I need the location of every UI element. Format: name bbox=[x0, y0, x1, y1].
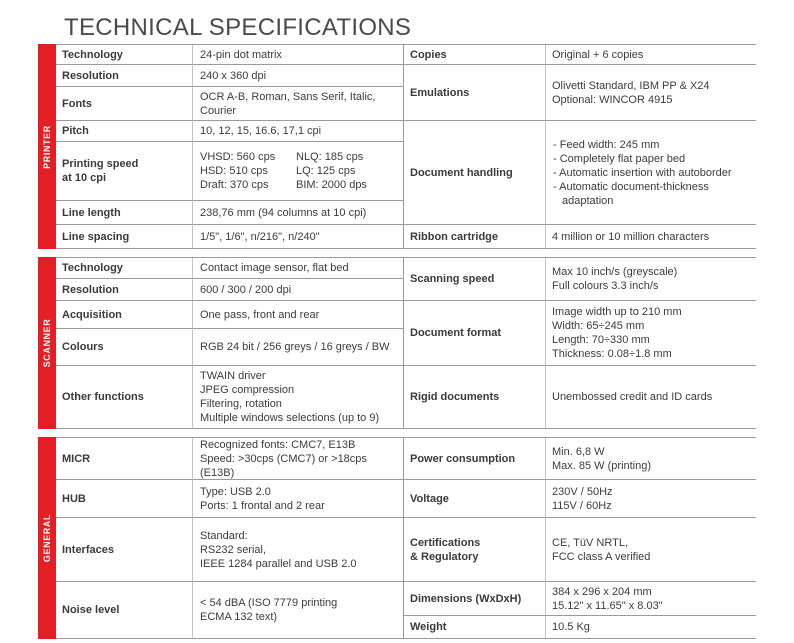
spec-value: 4 million or 10 million characters bbox=[546, 225, 756, 249]
spec-value: Unembossed credit and ID cards bbox=[546, 366, 756, 429]
spec-value: 238,76 mm (94 columns at 10 cpi) bbox=[193, 201, 404, 225]
spec-value: CE, TüV NRTL, FCC class A verified bbox=[546, 518, 756, 582]
spec-value: TWAIN driver JPEG compression Filtering, rotation Multiple windows selections (up to 9) bbox=[193, 366, 404, 429]
spec-value: Original + 6 copies bbox=[546, 45, 756, 65]
spec-value: 10.5 Kg bbox=[546, 616, 756, 639]
spec-value: Olivetti Standard, IBM PP & X24 Optional: WINCOR 4915 bbox=[546, 65, 756, 121]
spec-value: VHSD: 560 cps NLQ: 185 cps HSD: 510 cps LQ: 125 cps Draft: 370 cps BIM: 2000 dps bbox=[193, 142, 404, 201]
spec-value: 240 x 360 dpi bbox=[193, 65, 404, 87]
page-title: TECHNICAL SPECIFICATIONS bbox=[64, 14, 412, 41]
spec-value: RGB 24 bit / 256 greys / 16 greys / BW bbox=[193, 329, 404, 366]
spec-label: Rigid documents bbox=[404, 366, 546, 429]
spec-label: Document format bbox=[404, 301, 546, 366]
spec-label: Other functions bbox=[56, 366, 193, 429]
spec-label: Noise level bbox=[56, 582, 193, 639]
printer-spec-table bbox=[56, 44, 756, 249]
spec-label: Power consumption bbox=[404, 438, 546, 480]
spec-label: Copies bbox=[404, 45, 546, 65]
spec-label: Interfaces bbox=[56, 518, 193, 582]
spec-value: Min. 6,8 W Max. 85 W (printing) bbox=[546, 438, 756, 480]
spec-label: Scanning speed bbox=[404, 258, 546, 301]
spec-value: 1/5", 1/6", n/216", n/240" bbox=[193, 225, 404, 249]
scanner-spec-table bbox=[56, 257, 756, 429]
printer-section-label: PRINTER bbox=[38, 44, 56, 249]
spec-label: Acquisition bbox=[56, 301, 193, 329]
general-section-label: GENERAL bbox=[38, 437, 56, 639]
spec-label: Ribbon cartridge bbox=[404, 225, 546, 249]
spec-value: 24-pin dot matrix bbox=[193, 45, 404, 65]
spec-value: Contact image sensor, flat bed bbox=[193, 258, 404, 279]
spec-label: Colours bbox=[56, 329, 193, 366]
spec-label: Resolution bbox=[56, 279, 193, 301]
spec-label: Technology bbox=[56, 258, 193, 279]
spec-value: Type: USB 2.0 Ports: 1 frontal and 2 rear bbox=[193, 480, 404, 518]
spec-value: Max 10 inch/s (greyscale) Full colours 3.3 inch/s bbox=[546, 258, 756, 301]
spec-label: HUB bbox=[56, 480, 193, 518]
spec-value: OCR A-B, Roman, Sans Serif, Italic, Courier bbox=[193, 87, 404, 121]
spec-label: Printing speed at 10 cpi bbox=[56, 142, 193, 201]
spec-label: Resolution bbox=[56, 65, 193, 87]
spec-value: Standard: RS232 serial, IEEE 1284 parallel and USB 2.0 bbox=[193, 518, 404, 582]
spec-label: Emulations bbox=[404, 65, 546, 121]
general-section bbox=[38, 437, 756, 639]
spec-label: Fonts bbox=[56, 87, 193, 121]
printer-section bbox=[38, 44, 756, 249]
spec-label: Voltage bbox=[404, 480, 546, 518]
spec-label: Certifications & Regulatory bbox=[404, 518, 546, 582]
spec-label: Line length bbox=[56, 201, 193, 225]
spec-label: Line spacing bbox=[56, 225, 193, 249]
spec-value: One pass, front and rear bbox=[193, 301, 404, 329]
spec-label: MICR bbox=[56, 438, 193, 480]
spec-value: 10, 12, 15, 16.6, 17,1 cpi bbox=[193, 121, 404, 142]
spec-label: Weight bbox=[404, 616, 546, 639]
spec-label: Document handling bbox=[404, 121, 546, 225]
spec-value: 384 x 296 x 204 mm 15.12" x 11.65" x 8.03" bbox=[546, 582, 756, 616]
spec-value: - Feed width: 245 mm - Completely flat paper bed - Automatic insertion with autoborder - Automatic document-thickness adaptation bbox=[546, 121, 756, 225]
spec-label: Pitch bbox=[56, 121, 193, 142]
spec-value: 230V / 50Hz 115V / 60Hz bbox=[546, 480, 756, 518]
spec-label: Technology bbox=[56, 45, 193, 65]
spec-value: Recognized fonts: CMC7, E13B Speed: >30cps (CMC7) or >18cps (E13B) bbox=[193, 438, 404, 480]
scanner-section bbox=[38, 257, 756, 429]
scanner-section-label: SCANNER bbox=[38, 257, 56, 429]
spec-value: < 54 dBA (ISO 7779 printing ECMA 132 text) bbox=[193, 582, 404, 639]
spec-value: Image width up to 210 mm Width: 65÷245 mm Length: 70÷330 mm Thickness: 0.08÷1.8 mm bbox=[546, 301, 756, 366]
general-spec-table bbox=[56, 437, 756, 639]
spec-value: 600 / 300 / 200 dpi bbox=[193, 279, 404, 301]
spec-label: Dimensions (WxDxH) bbox=[404, 582, 546, 616]
